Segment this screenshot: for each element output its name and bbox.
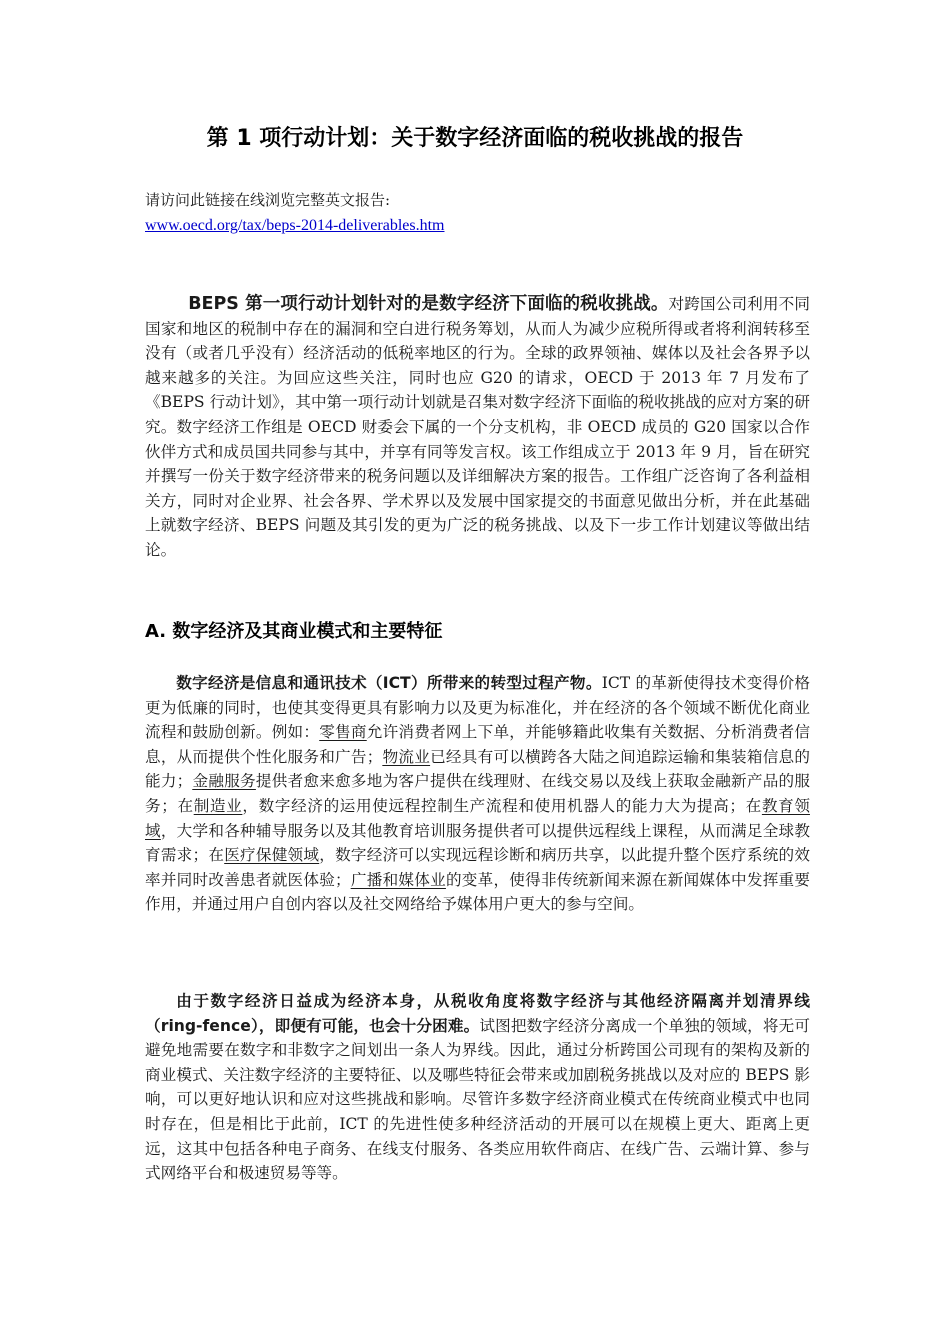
paragraph-text: ，数字经济可以实现远程诊断和病历共享，以此提升整个医疗系统的效率并同时改善患者就医体验； <box>145 846 810 889</box>
paragraph-text: ICT 的革新使得技术变得价格更为低廉的同时，也使其变得更具有影响力以及更为标准化，并在经济的各个领域不断优化商业流程和鼓励创新。例如： <box>145 674 810 742</box>
paragraph-text: ，数字经济的运用使远程控制生产流程和使用机器人的能力大为提高；在 <box>242 796 762 815</box>
keyword-retail: 零售商 <box>319 723 367 742</box>
keyword-education: 教育领域 <box>145 796 810 840</box>
intro-text: 请访问此链接在线浏览完整英文报告: <box>145 191 391 209</box>
paragraph-beps-action-1 <box>145 292 810 563</box>
paragraph-text: 提供者愈来愈多地为客户提供在线理财、在线交易以及线上获取金融新产品的服务；在 <box>145 772 810 815</box>
paragraph-digital-economy <box>145 671 810 917</box>
keyword-logistics: 物流业 <box>382 747 431 766</box>
paragraph-lead: 数字经济是信息和通讯技术（ICT）所带来的转型过程产物。 <box>176 674 602 692</box>
report-link[interactable]: www.oecd.org/tax/beps-2014-deliverables.htm <box>145 217 445 234</box>
paragraph-ring-fence <box>145 989 810 1186</box>
document-title: 第 1 项行动计划：关于数字经济面临的税收挑战的报告 <box>206 126 744 151</box>
section-heading-a: A. 数字经济及其商业模式和主要特征 <box>145 621 443 642</box>
intro-block <box>145 188 815 238</box>
paragraph-text: 的变革，使得非传统新闻来源在新闻媒体中发挥重要作用，并通过用户自创内容以及社交网络给予媒体用户更大的参与空间。 <box>145 870 810 914</box>
paragraph-text: 允许消费者网上下单，并能够籍此收集有关数据、分析消费者信息，从而提供个性化服务和广告； <box>145 723 810 766</box>
keyword-manufacturing: 制造业 <box>193 796 243 815</box>
paragraph-lead: BEPS 第一项行动计划针对的是数字经济下面临的税收挑战。 <box>188 294 669 314</box>
paragraph-body: 试图把数字经济分离成一个单独的领域，将无可避免地需要在数字和非数字之间划出一条人为界线。因此，通过分析跨国公司现有的架构及新的商业模式、关注数字经济的主要特征、以及哪些特征会带来或加剧税务挑战以及对应的 BEPS 影响，可以更好地认识和应对这些挑战和影响。尽管许多数字经济商业模式在传统商业模式中也同时存在，但是相比于此前，ICT 的先进性使多种经济活动的开展可以在规模上更大、距离上更远，这其中包括各种电子商务、在线支付服务、各类应用软件商店、在线广告、云端计算、参与式网络平台和极速贸易等等。 <box>145 1016 810 1183</box>
paragraph-text: 已经具有可以横跨各大陆之间追踪运输和集装箱信息的能力； <box>145 747 810 791</box>
paragraph-text: ，大学和各种辅导服务以及其他教育培训服务提供者可以提供远程线上课程，从而满足全球教育需求；在 <box>145 821 810 865</box>
keyword-healthcare: 医疗保健领域 <box>224 846 320 865</box>
paragraph-body: 对跨国公司利用不同国家和地区的税制中存在的漏洞和空白进行税务筹划，从而人为减少应税所得或者将利润转移至没有（或者几乎没有）经济活动的低税率地区的行为。全球的政界领袖、媒体以及社会各界予以越来越多的关注。为回应这些关注，同时也应 G20 的请求，OECD 于 2013 年 7 月发布了《BEPS 行动计划》，其中第一项行动计划就是召集对数字经济下面临的税收挑战的应对方案的研究。数字经济工作组是 OECD 财委会下属的一个分支机构，非 OECD 成员的 G20 国家以合作伙伴方式和成员国共同参与其中，并享有同等发言权。该工作组成立于 2013 年 9 月，旨在研究并撰写一份关于数字经济带来的税务问题以及详细解决方案的报告。工作组广泛咨询了各利益相关方，同时对企业界、社会各界、学术界以及发展中国家提交的书面意见做出分析，并在此基础上就数字经济、BEPS 问题及其引发的更为广泛的税务挑战、以及下一步工作计划建议等做出结论。 <box>145 295 810 559</box>
keyword-financial-services: 金融服务 <box>192 772 256 791</box>
keyword-broadcasting-media: 广播和媒体业 <box>350 870 446 889</box>
paragraph-lead: 由于数字经济日益成为经济本身，从税收角度将数字经济与其他经济隔离并划清界线（ring-fence），即便有可能，也会十分困难。 <box>145 992 810 1035</box>
